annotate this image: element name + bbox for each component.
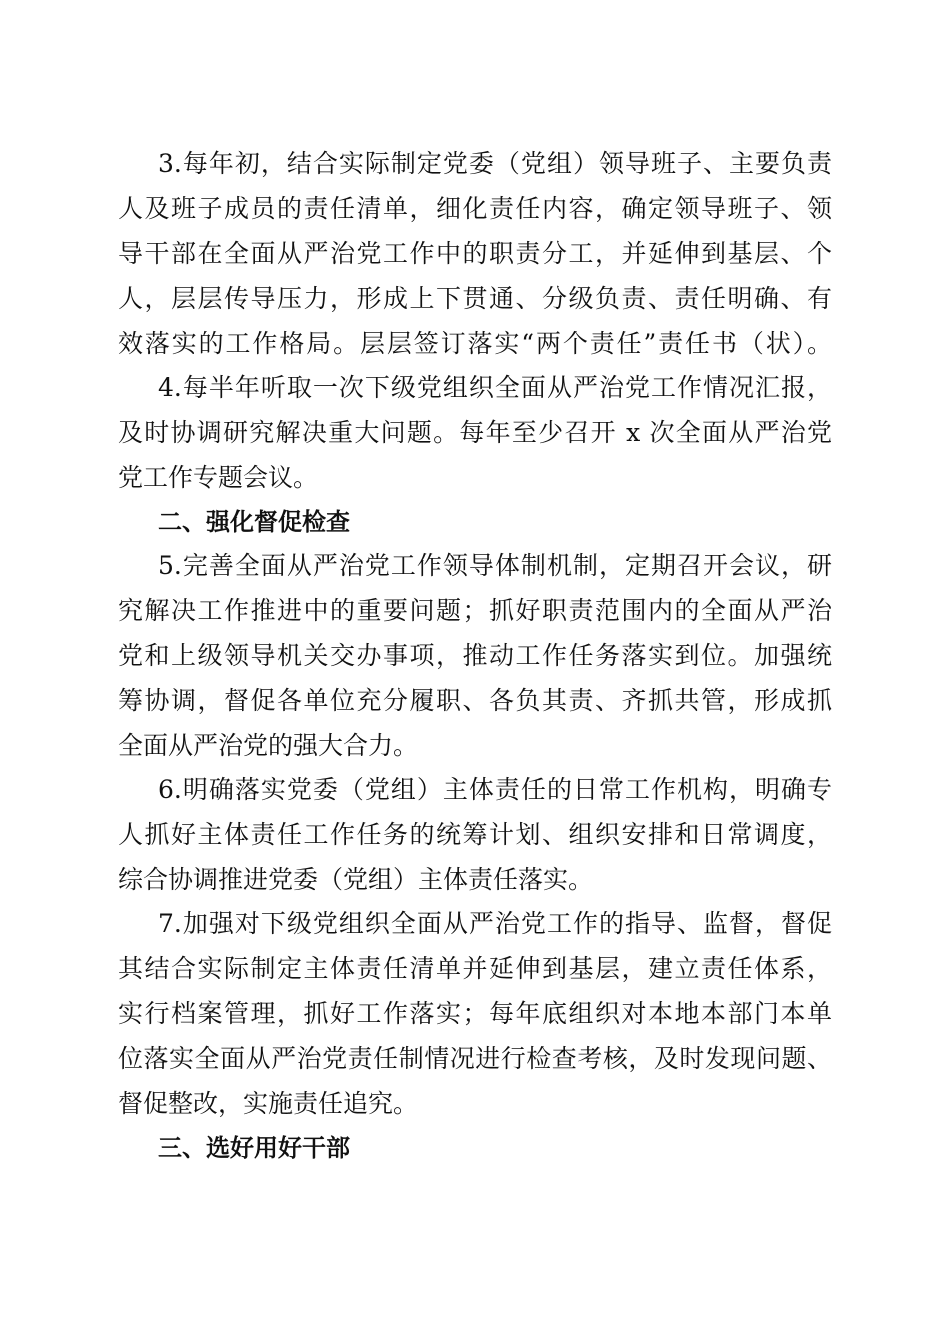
text-line: 督促整改，实施责任追究。 (118, 1089, 419, 1118)
text-line: 究解决工作推进中的重要问题；抓好职责范围内的全面从严治 (118, 596, 832, 625)
text-line: 综合协调推进党委（党组）主体责任落实。 (118, 865, 594, 894)
text-line: 党工作专题会议。 (118, 463, 319, 492)
section-heading: 二、强化督促检查 (158, 508, 350, 536)
text-line: 实行档案管理，抓好工作落实；每年底组织对本地本部门本单 (118, 999, 832, 1028)
section-heading: 三、选好用好干部 (158, 1134, 350, 1162)
text-line: 人及班子成员的责任清单，细化责任内容，确定领导班子、领 (118, 194, 832, 223)
text-line: 效落实的工作格局。层层签订落实“两个责任”责任书（状）。 (118, 329, 832, 358)
text-line: 位落实全面从严治党责任制情况进行检查考核，及时发现问题、 (118, 1044, 832, 1073)
text-line: 筹协调，督促各单位充分履职、各负其责、齐抓共管，形成抓 (118, 686, 832, 715)
text-line: 6.明确落实党委（党组）主体责任的日常工作机构，明确专 (158, 775, 832, 804)
text-line: 全面从严治党的强大合力。 (118, 731, 419, 760)
text-line: 及时协调研究解决重大问题。每年至少召开 x 次全面从严治党 (118, 418, 832, 447)
text-line: 人抓好主体责任工作任务的统筹计划、组织安排和日常调度， (118, 820, 832, 849)
text-line: 3.每年初，结合实际制定党委（党组）领导班子、主要负责 (158, 149, 832, 178)
text-line: 7.加强对下级党组织全面从严治党工作的指导、监督，督促 (158, 909, 832, 938)
text-line: 其结合实际制定主体责任清单并延伸到基层，建立责任体系， (118, 954, 832, 983)
text-line: 导干部在全面从严治党工作中的职责分工，并延伸到基层、个 (118, 239, 832, 268)
text-line: 人，层层传导压力，形成上下贯通、分级负责、责任明确、有 (118, 284, 832, 313)
text-line: 4.每半年听取一次下级党组织全面从严治党工作情况汇报， (158, 373, 832, 402)
text-line: 5.完善全面从严治党工作领导体制机制，定期召开会议，研 (158, 551, 832, 580)
text-line: 党和上级领导机关交办事项，推动工作任务落实到位。加强统 (118, 641, 832, 670)
